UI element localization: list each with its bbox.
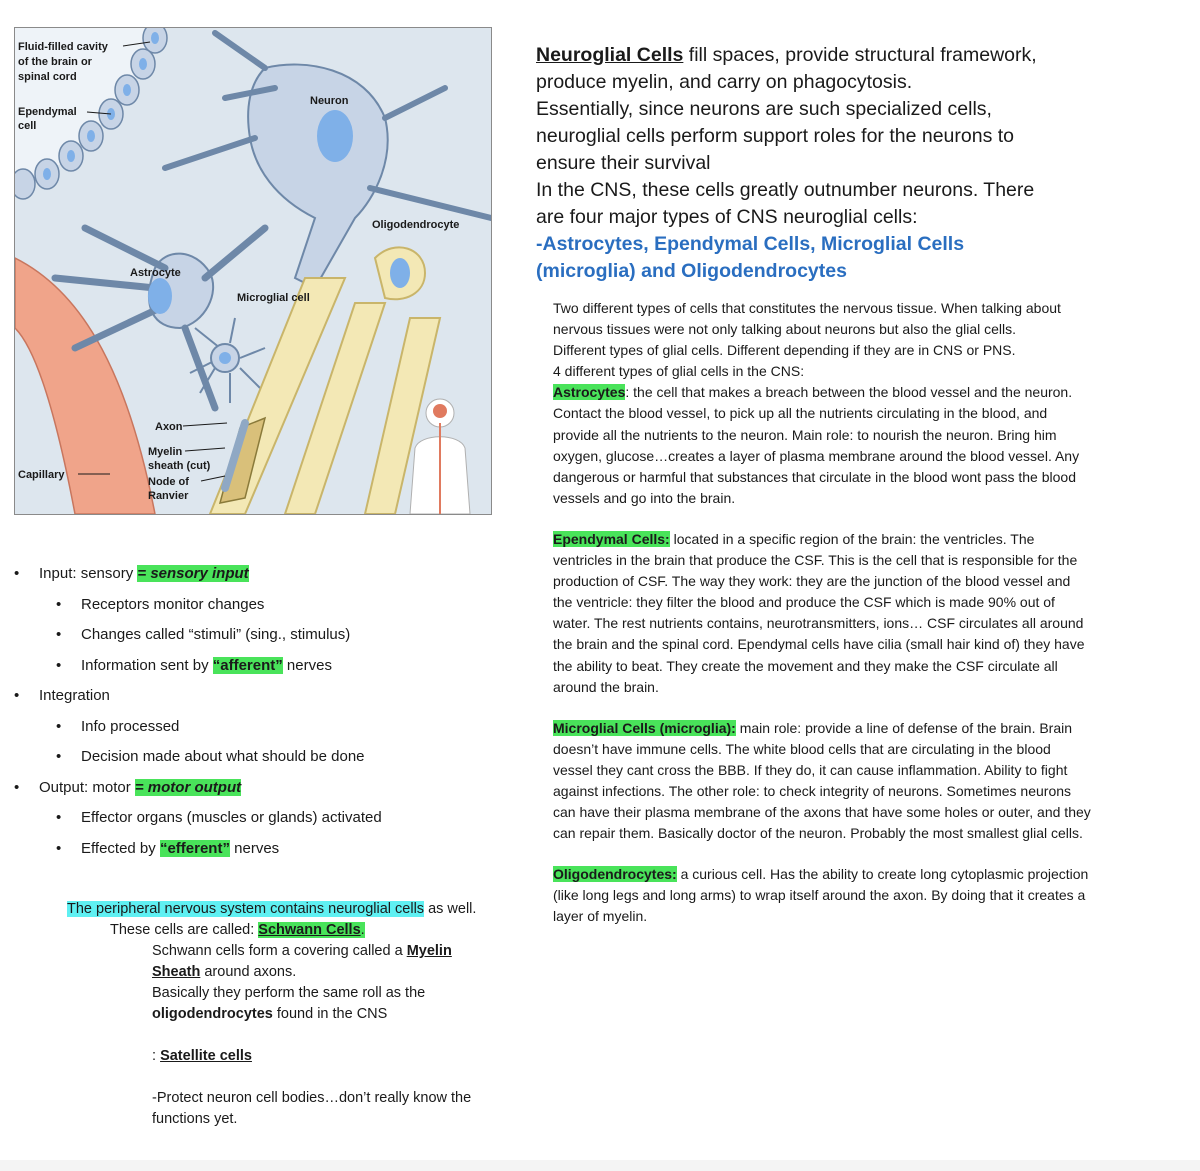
neuron-nucleus [317, 110, 353, 162]
notes-oligodendrocytes [553, 864, 1093, 927]
output-highlight: = motor output [134, 778, 242, 796]
bullet-effector: • Effector organs (muscles or glands) activated [14, 803, 494, 834]
efferent-prefix: Effected by [81, 839, 160, 857]
ependymal-text: located in a specific region of the brain: the ventricles. The ventricles in the brain that produce the CSF. This is the cell that is responsible for the production of CSF. The way they work: they are the junction of the blood vessel and the ventricle: they filter the blood and produce the CSF which is made 90% out of water. The rest nutrients contains, neurotransmitters, ions… CSF circulates all around the brain and the spinal cord. Ependymal cells have cilia (small hair kind of) they have the ability to beat. They create the movement and they make the CSF circulate all around the brain. [553, 530, 1085, 695]
afferent-prefix: Information sent by [81, 656, 213, 674]
output-prefix: Output: motor [39, 778, 135, 796]
efferent-suffix: nerves [229, 839, 280, 857]
heading-line3: In the CNS, these cells greatly outnumber neurons. There are four major types of CNS neuroglial cells: [536, 179, 1035, 228]
bullet-output [14, 773, 494, 804]
glial-cells-notes [553, 298, 1093, 948]
label-capillary: Capillary [18, 469, 65, 481]
astrocytes-text: : the cell that makes a breach between the blood vessel and the neuron. Contact the blood vessel, to pick up all the nutrients circulating in the blood, and provide all the nutrients to the neuron. Main role: to nourish the neuron. Bring him oxygen, glucose…creates a layer of plasma membrane around the blood vessel. Any dangerous or harmful that substances that circulate in the blood wont pass the blood vessels and go into the brain. [553, 384, 1080, 506]
pns-satellite-prefix: : [152, 1048, 161, 1064]
pns-satellite-note: -Protect neuron cell bodies…don’t really know the functions yet. [152, 1090, 472, 1127]
bullet-stimuli: • Changes called “stimuli” (sing., stimulus) [14, 620, 494, 651]
heading-line1 [536, 42, 1066, 96]
label-node-2: Ranvier [148, 490, 189, 502]
notes-ependymal [553, 529, 1093, 698]
notes-intro-2: Different types of glial cells. Different depending if they are in CNS or PNS. [553, 342, 1016, 359]
microglia-text: main role: provide a line of defense of the brain. Brain doesn’t have immune cells. The white blood cells that are circulating in the blood vessel they cant cross the BBB. If they do, it can cause inflammation. Ability to fight against infections. The other role: to check integrity of neurons. Sometimes neurons can have their plasma membrane of the axons that have some holes or outer, and they can repair them. Basically doctor of the neuron. Probably the most smallest glial cells. [553, 719, 1091, 842]
oligodendrocytes-text: a curious cell. Has the ability to create long cytoplasmic projection (like long legs and long arms) to wrap itself around the axon. By doing that it creates a layer of myelin. [553, 866, 1089, 925]
label-myelin-1: Myelin [148, 446, 183, 458]
notes-intro [553, 298, 1093, 509]
pns-called-suffix: . [360, 922, 365, 938]
pns-intro [67, 899, 487, 920]
label-fluid-cavity-2: of the brain or [18, 56, 92, 68]
schwann-cells-term: Schwann Cells [258, 922, 361, 938]
label-myelin-2: sheath (cut) [148, 460, 211, 472]
label-astrocyte: Astrocyte [130, 267, 181, 279]
heading-line2: Essentially, since neurons are such specialized cells, neuroglial cells perform support roles for the neurons to ensure their survival [536, 98, 1014, 174]
label-axon: Axon [155, 421, 183, 433]
label-ependymal-1: Ependymal [18, 106, 77, 118]
neuroglial-cells-title: Neuroglial Cells [536, 44, 684, 66]
bullet-afferent [14, 651, 494, 682]
label-node-1: Node of [148, 476, 189, 488]
notes-intro-3: 4 different types of glial cells in the CNS: [553, 363, 805, 380]
input-highlight: = sensory input [137, 565, 249, 582]
bullet-input [14, 559, 494, 590]
afferent-highlight: “afferent” [212, 656, 283, 674]
efferent-highlight: “efferent” [159, 839, 230, 857]
label-neuron: Neuron [310, 95, 349, 107]
label-fluid-cavity-1: Fluid-filled cavity [18, 41, 108, 53]
neuroglia-illustration [14, 27, 492, 515]
pns-called [67, 920, 487, 941]
myelin-sheath-term: Myelin Sheath [152, 943, 452, 980]
glial-types-list: -Astrocytes, Ependymal Cells, Microglial Cells (microglia) and Oligodendrocytes [536, 233, 965, 282]
input-prefix: Input: sensory [39, 565, 138, 582]
heading-title-rest: fill spaces, provide structural framework, produce myelin, and carry on phagocytosis. [536, 44, 1037, 93]
pns-satellite [67, 1046, 487, 1067]
oligodendrocytes-note-term: Oligodendrocytes: [553, 866, 677, 883]
notes-intro-1: Two different types of cells that constitutes the nervous tissue. When talking about nervous tissues were not only talking about neurons but also the glial cells. [553, 300, 1061, 338]
pns-section [67, 899, 487, 1130]
pns-intro-rest: as well. [424, 901, 477, 917]
bullet-efferent [14, 834, 494, 865]
oligodendrocytes-term: oligodendrocytes [152, 1006, 273, 1022]
bottom-edge [0, 1160, 1200, 1171]
nervous-system-functions-list [14, 559, 494, 864]
pns-covering [67, 941, 487, 983]
pns-intro-highlight: The peripheral nervous system contains neuroglial cells [67, 901, 425, 917]
pns-role-prefix: Basically they perform the same roll as the [152, 985, 426, 1001]
astrocytes-term: Astrocytes [553, 384, 626, 401]
label-microglial-cell: Microglial cell [237, 292, 310, 304]
neuroglia-heading-block [536, 42, 1066, 285]
bullet-info-processed: • Info processed [14, 712, 494, 743]
label-fluid-cavity-3: spinal cord [18, 71, 77, 83]
afferent-suffix: nerves [282, 656, 332, 674]
microglia-term: Microglial Cells (microglia): [553, 719, 736, 736]
bullet-receptors: • Receptors monitor changes [14, 590, 494, 621]
pns-called-prefix: These cells are called: [110, 922, 259, 938]
pns-role-suffix: found in the CNS [272, 1006, 388, 1022]
satellite-cells-term: Satellite cells [160, 1048, 252, 1064]
pns-covering-suffix: around axons. [200, 964, 297, 980]
pns-covering-prefix: Schwann cells form a covering called a [152, 943, 407, 959]
bullet-integration: • Integration [14, 681, 494, 712]
label-oligodendrocyte: Oligodendrocyte [372, 219, 460, 231]
notes-microglia [553, 718, 1093, 845]
ependymal-term: Ependymal Cells: [553, 530, 670, 547]
label-ependymal-2: cell [18, 120, 37, 132]
bullet-decision: • Decision made about what should be done [14, 742, 494, 773]
pns-role [67, 983, 487, 1025]
